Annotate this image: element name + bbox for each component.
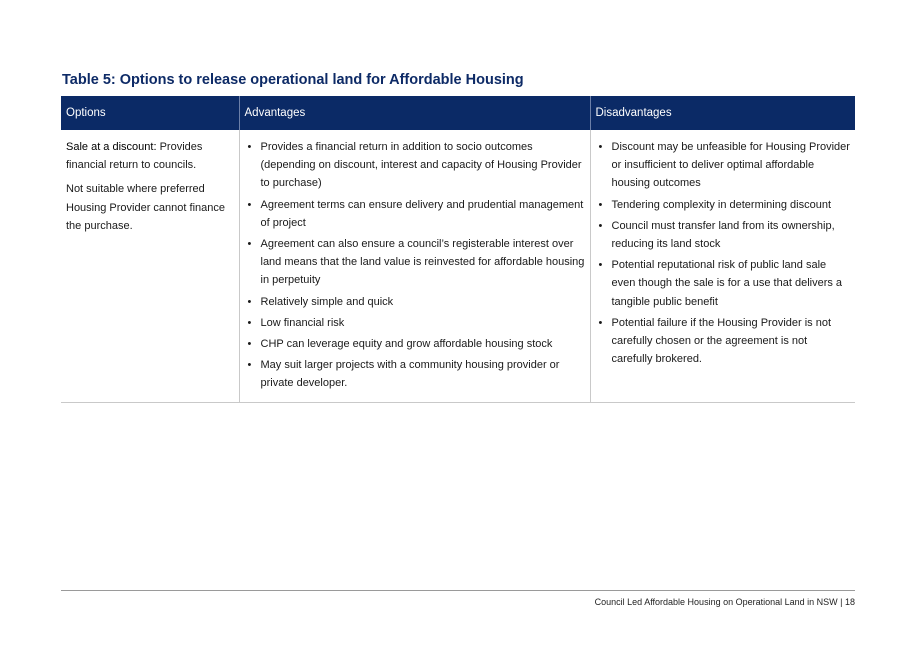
list-item: • Agreement terms can ensure delivery and prudential management of project <box>261 196 585 232</box>
advantages-list <box>245 138 585 393</box>
list-item: • CHP can leverage equity and grow affordable housing stock <box>261 335 585 353</box>
header-options: Options <box>61 96 239 130</box>
footer-divider <box>61 590 855 591</box>
table-title: Table 5: Options to release operational land for Affordable Housing <box>62 72 524 88</box>
list-item: • May suit larger projects with a community housing provider or private developer. <box>261 356 585 392</box>
options-table <box>61 96 855 403</box>
header-advantages: Advantages <box>239 96 590 130</box>
list-item: • Agreement can also ensure a council’s registerable interest over land means that the land value is reinvested for affordable housing in perpetuity <box>261 235 585 290</box>
list-item: • Provides a financial return in addition to socio outcomes (depending on discount, interest and capacity of Housing Provider to purchase) <box>261 138 585 193</box>
list-item: • Council must transfer land from its ownership, reducing its land stock <box>612 217 851 253</box>
table-row <box>61 130 855 402</box>
list-item: • Low financial risk <box>261 314 585 332</box>
table-header-row <box>61 96 855 130</box>
advantages-cell <box>239 130 590 402</box>
list-item: • Potential reputational risk of public land sale even though the sale is for a use that delivers a tangible public benefit <box>612 256 851 311</box>
option-cell <box>61 130 239 402</box>
option-summary: Provides financial return to councils. <box>66 141 203 172</box>
header-disadvantages: Disadvantages <box>590 96 855 130</box>
option-name: Sale at a discount: <box>66 141 157 153</box>
disadvantages-list <box>596 138 851 368</box>
list-item: • Discount may be unfeasible for Housing Provider or insufficient to deliver optimal affordable housing outcomes <box>612 138 851 193</box>
list-item: • Relatively simple and quick <box>261 293 585 311</box>
option-note: Not suitable where preferred Housing Provider cannot finance the purchase. <box>66 183 225 232</box>
list-item: • Tendering complexity in determining discount <box>612 196 851 214</box>
option-description <box>66 138 234 174</box>
page-footer: Council Led Affordable Housing on Operational Land in NSW | 18 <box>594 597 855 607</box>
list-item: • Potential failure if the Housing Provider is not carefully chosen or the agreement is not carefully brokered. <box>612 314 851 369</box>
disadvantages-cell <box>590 130 855 402</box>
